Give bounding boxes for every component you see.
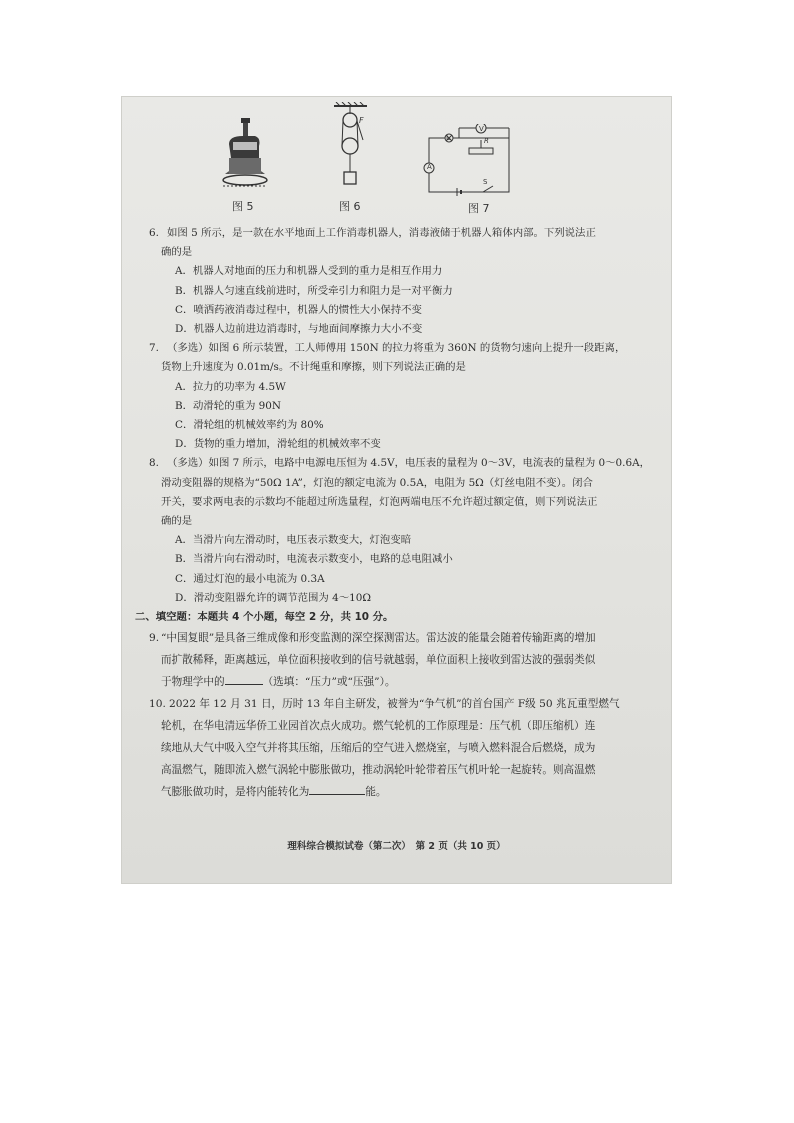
option-b: B．动滑轮的重为 90N xyxy=(175,399,281,412)
question-text: “中国复眼”是具备三维成像和形变监测的深空探测雷达。雷达波的能量会随着传输距离的增加 xyxy=(161,632,596,645)
question-stem: 如图 5 所示，是一款在水平地面上工作消毒机器人，消毒液储于机器人箱体内部。下列说法正 xyxy=(167,227,596,239)
circuit-figure xyxy=(413,124,523,198)
question-number: 7. xyxy=(149,342,159,355)
question-6 xyxy=(149,224,654,339)
option-c: C．滑轮组的机械效率约为 80% xyxy=(175,419,324,432)
question-text-cont: 气膨胀做功时，是将内能转化为 xyxy=(161,786,310,799)
option-d: D．货物的重力增加，滑轮组的机械效率不变 xyxy=(175,438,381,451)
question-text-cont: 于物理学中的 xyxy=(161,676,225,689)
question-number: 9. xyxy=(149,632,160,645)
voltmeter-label: V xyxy=(479,125,484,133)
rheostat-label-r: R xyxy=(484,137,489,145)
question-stem-cont: 货物上升速度为 0.01m/s。不计绳重和摩擦，则下列说法正确的是 xyxy=(161,361,466,374)
option-d: D．机器人边前进边消毒时，与地面间摩擦力大小不变 xyxy=(175,323,423,336)
figures-row xyxy=(121,96,672,216)
question-stem-cont: 滑动变阻器的规格为“50Ω 1A”，灯泡的额定电流为 0.5A，电阻为 5Ω（灯丝电阻不变）。闭合 xyxy=(161,476,593,489)
answer-blank[interactable] xyxy=(225,674,263,685)
question-7 xyxy=(149,339,654,454)
option-b: B．当滑片向右滑动时，电流表示数变小，电路的总电阻减小 xyxy=(175,553,453,566)
question-stem: （多选）如图 7 所示，电路中电源电压恒为 4.5V，电压表的量程为 0～3V，电流表的量程为 0～0.6A， xyxy=(167,457,650,470)
question-text-cont: 能。 xyxy=(365,786,387,799)
force-label-f: F xyxy=(359,116,364,125)
answer-blank[interactable] xyxy=(309,784,365,795)
option-a: A．拉力的功率为 4.5W xyxy=(175,380,286,393)
question-9 xyxy=(149,627,654,693)
question-number: 6. xyxy=(149,227,159,239)
question-number: 8. xyxy=(149,457,159,470)
option-a: A．当滑片向左滑动时，电压表示数变大，灯泡变暗 xyxy=(175,534,412,547)
section-heading-fill-in: 二、填空题：本题共 4 个小题，每空 2 分，共 10 分。 xyxy=(135,611,394,624)
question-stem-cont: 确的是 xyxy=(161,246,193,259)
question-text-cont: 而扩散稀释，距离越远，单位面积接收到的信号就越弱，单位面积上接收到雷达波的强弱类似 xyxy=(161,654,596,667)
option-a: A．机器人对地面的压力和机器人受到的重力是相互作用力 xyxy=(175,265,443,278)
exam-page-photo xyxy=(121,96,672,884)
question-text-cont: 高温燃气，随即流入燃气涡轮中膨胀做功，推动涡轮叶轮带着压气机叶轮一起旋转。则高温燃 xyxy=(161,764,596,777)
question-stem-cont: 确的是 xyxy=(161,515,193,528)
option-b: B．机器人匀速直线前进时，所受牵引力和阻力是一对平衡力 xyxy=(175,284,453,297)
fig5-caption: 图 5 xyxy=(232,200,254,213)
switch-label-s: S xyxy=(483,178,488,186)
pulley-figure xyxy=(331,102,371,198)
question-stem-cont: 开关，要求两电表的示数均不能超过所选量程，灯泡两端电压不允许超过额定值，则下列说法正 xyxy=(161,495,598,508)
robot-figure xyxy=(221,114,271,198)
questions-body xyxy=(135,224,654,803)
question-8 xyxy=(149,454,654,608)
question-number: 10. xyxy=(149,698,166,711)
option-c: C．通过灯泡的最小电流为 0.3A xyxy=(175,572,325,585)
ammeter-label: A xyxy=(427,163,432,171)
page-footer: 理科综合模拟试卷（第二次） 第 2 页（共 10 页） xyxy=(287,841,506,852)
option-c: C．喷洒药液消毒过程中，机器人的惯性大小保持不变 xyxy=(175,303,422,316)
question-text-cont: 轮机，在华电清远华侨工业园首次点火成功。燃气轮机的工作原理是：压气机（即压缩机）连 xyxy=(161,720,596,733)
question-text-cont: （选填：“压力”或“压强”）。 xyxy=(262,676,396,689)
question-text-cont: 续地从大气中吸入空气并将其压缩，压缩后的空气进入燃烧室，与喷入燃料混合后燃烧，成为 xyxy=(161,742,596,755)
fig7-caption: 图 7 xyxy=(468,202,490,215)
question-10 xyxy=(149,693,654,803)
question-text: 2022 年 12 月 31 日，历时 13 年自主研发，被誉为“争气机”的首台国产 F级 50 兆瓦重型燃气 xyxy=(169,698,620,711)
lamp-label-l: L xyxy=(446,134,450,142)
option-d: D．滑动变阻器允许的调节范围为 4～10Ω xyxy=(175,591,371,604)
question-stem: （多选）如图 6 所示装置，工人师傅用 150N 的拉力将重为 360N 的货物匀速向上提升一段距离， xyxy=(167,342,626,355)
fig6-caption: 图 6 xyxy=(339,200,361,213)
